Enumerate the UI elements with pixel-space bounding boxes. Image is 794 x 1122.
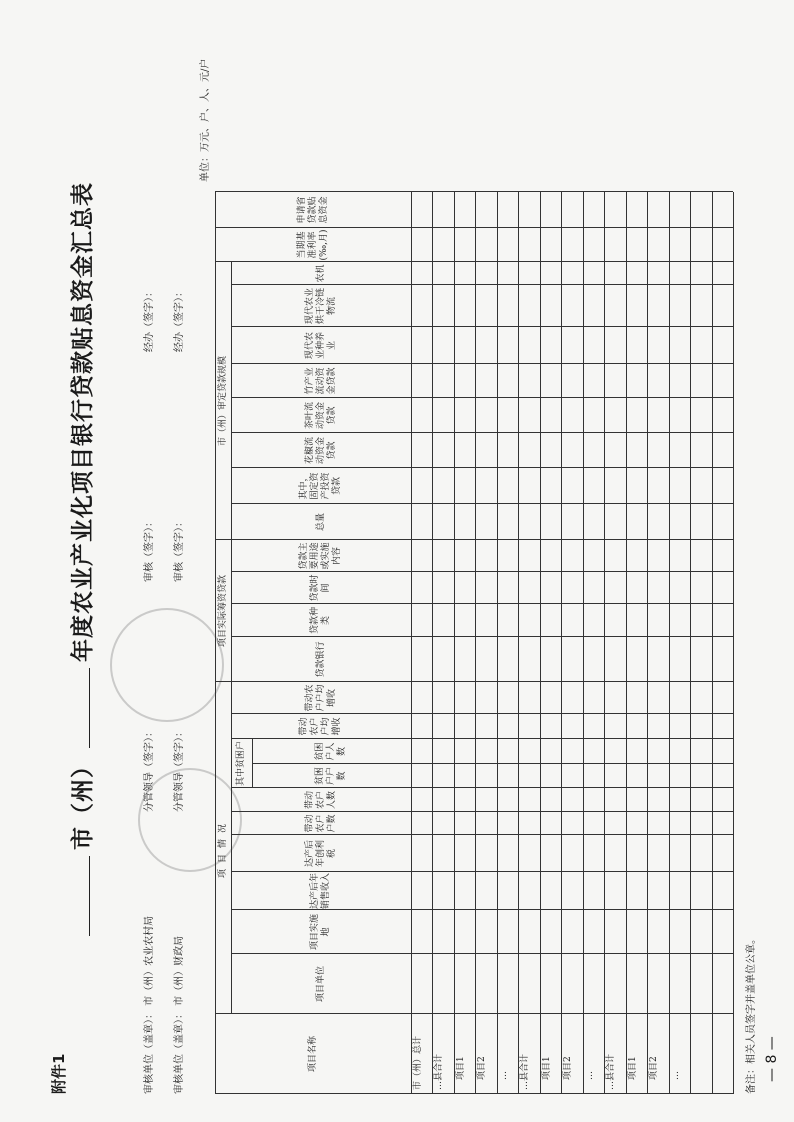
city-blank	[71, 856, 90, 936]
column-header-20: 竹产业流动资金贷款	[304, 367, 337, 395]
column-header-3: 项目实施地	[310, 914, 331, 951]
col-line-20	[231, 363, 733, 364]
column-header-15: 贷款主要用途或实施内容	[299, 542, 342, 570]
col-line-16	[231, 503, 733, 504]
column-header-24: 当期基准利率(‰,月)	[296, 229, 329, 261]
table-row-label: 项目1	[455, 1056, 466, 1080]
footer-note: 备注：相关人员签字并盖单位公章。	[746, 934, 757, 1094]
col-line-21	[231, 326, 733, 327]
sig-row-1	[140, 916, 155, 1094]
col-line-14	[231, 571, 733, 572]
table-row-label: …县合计	[434, 1053, 445, 1090]
col-line-12	[231, 636, 733, 637]
col-line-13	[231, 603, 733, 604]
col-line-2	[231, 953, 733, 954]
table-row-label: 项目2	[477, 1056, 488, 1080]
sig2-unit-label: 审核单位（盖章）：	[174, 1009, 185, 1094]
col-line-17	[231, 467, 733, 468]
table-row-label: 项目1	[541, 1056, 552, 1080]
column-header-25: 申请省贷款贴息资金	[296, 196, 329, 224]
table-left-border	[215, 1093, 733, 1094]
table-row-label: 项目2	[563, 1056, 574, 1080]
column-header-16: 总量	[315, 513, 326, 532]
col-line-8	[252, 763, 733, 764]
seal-stamp-2	[110, 608, 224, 722]
column-header-23: 农机	[315, 264, 326, 283]
column-header-6: 带动农户户数	[304, 814, 337, 833]
table-row-label: 项目1	[627, 1056, 638, 1080]
column-header-11: 带动农户户均增收	[304, 684, 337, 712]
page-title	[64, 182, 97, 942]
row-line-1	[432, 192, 433, 1094]
sig2-handler: 经办（签字）：	[174, 287, 185, 352]
column-header-8: 贫困户户数	[315, 767, 347, 786]
table-row-label: …	[670, 1071, 681, 1080]
table-right-border	[215, 191, 733, 192]
col-line-23	[215, 261, 733, 262]
column-header-1: 项目名称	[307, 1036, 318, 1073]
col-line-4	[231, 871, 733, 872]
column-header-2: 项目单位	[315, 966, 326, 1003]
row-line-12	[669, 192, 670, 1094]
header-bottom-border	[411, 192, 412, 1094]
title-prefix: 市（州）	[70, 754, 96, 850]
table-row-label: …县合计	[520, 1053, 531, 1090]
table-row-label: …	[498, 1071, 509, 1080]
sig1-unit-label: 审核单位（盖章）：	[144, 1009, 155, 1094]
col-line-11	[215, 681, 733, 682]
sig1-unit-value: 市（州）农业农村局	[144, 915, 155, 1006]
column-header-9: 贫困户人数	[315, 742, 347, 761]
col-line-6	[231, 811, 733, 812]
column-header-18: 花椒流动资金贷款	[304, 437, 337, 465]
row-line-10	[626, 192, 627, 1094]
group-header-loans: 项目实际筹资贷款	[217, 575, 228, 648]
col-line-9	[231, 738, 733, 739]
row-line-5	[518, 192, 519, 1094]
group-header-scale: 市（州）审定贷款规模	[217, 356, 228, 447]
row-line-9	[604, 192, 605, 1094]
sig2-reviewer: 审核（签字）：	[174, 517, 185, 582]
poor-households-subheader: 其中贫困户	[236, 741, 246, 787]
sig1-reviewer: 审核（签字）：	[144, 517, 155, 582]
col-line-24	[215, 227, 733, 228]
column-header-22: 现代农业烘干冷链物流	[304, 288, 337, 325]
title-main: 年度农业产业化项目银行贷款贴息资金汇总表	[70, 182, 96, 662]
row-line-13	[690, 192, 691, 1094]
row-line-8	[583, 192, 584, 1094]
page-number: — 8 —	[764, 1036, 780, 1082]
year-blank	[71, 668, 90, 748]
column-header-21: 现代农业种养业	[304, 332, 337, 360]
sig2-leader: 分管领导（签字）：	[174, 727, 185, 812]
table-bottom-border	[733, 192, 734, 1094]
col-line-15	[215, 539, 733, 540]
col-line-22	[231, 284, 733, 285]
row-line-14	[712, 192, 713, 1094]
table-row-label: …县合计	[606, 1053, 617, 1090]
col-line-7	[231, 787, 733, 788]
column-header-19: 茶叶流动资金贷款	[304, 402, 337, 430]
row-line-4	[497, 192, 498, 1094]
row-line-2	[454, 192, 455, 1094]
col-line-10	[231, 713, 733, 714]
column-header-17: 其中，固定资产投资贷款	[299, 472, 342, 500]
column-header-13: 贷款种类	[310, 607, 331, 635]
group-header-project: 项目情况	[217, 818, 228, 879]
attachment-label: 附件1	[50, 1053, 68, 1094]
table-row-label: 市（州）总计	[413, 1035, 423, 1090]
column-header-14: 贷款时间	[310, 574, 331, 602]
sig1-leader: 分管领导（签字）：	[144, 727, 155, 812]
table-row-label: …	[584, 1071, 595, 1080]
column-header-5: 达产后年创利税	[304, 840, 337, 868]
column-header-7: 带动农户人数	[304, 791, 337, 810]
column-header-12: 贷款银行	[315, 641, 326, 678]
row-line-6	[540, 192, 541, 1094]
row-line-3	[475, 192, 476, 1094]
col-line-1	[215, 1013, 733, 1014]
row-line-11	[647, 192, 648, 1094]
sig-row-2	[170, 936, 185, 1094]
row-line-7	[561, 192, 562, 1094]
unit-note: 单位：万元、户、人、元/户	[200, 58, 211, 182]
sig1-handler: 经办（签字）：	[144, 287, 155, 352]
col-line-18	[231, 432, 733, 433]
table-row-label: 项目2	[649, 1056, 660, 1080]
column-header-4: 达产后年销售收入	[310, 873, 331, 909]
sig2-unit-value: 市（州）财政局	[174, 935, 185, 1006]
column-header-10: 带动农户户均增收	[299, 717, 342, 736]
col-line-19	[231, 397, 733, 398]
col-line-3	[231, 909, 733, 910]
col-line-5	[231, 834, 733, 835]
